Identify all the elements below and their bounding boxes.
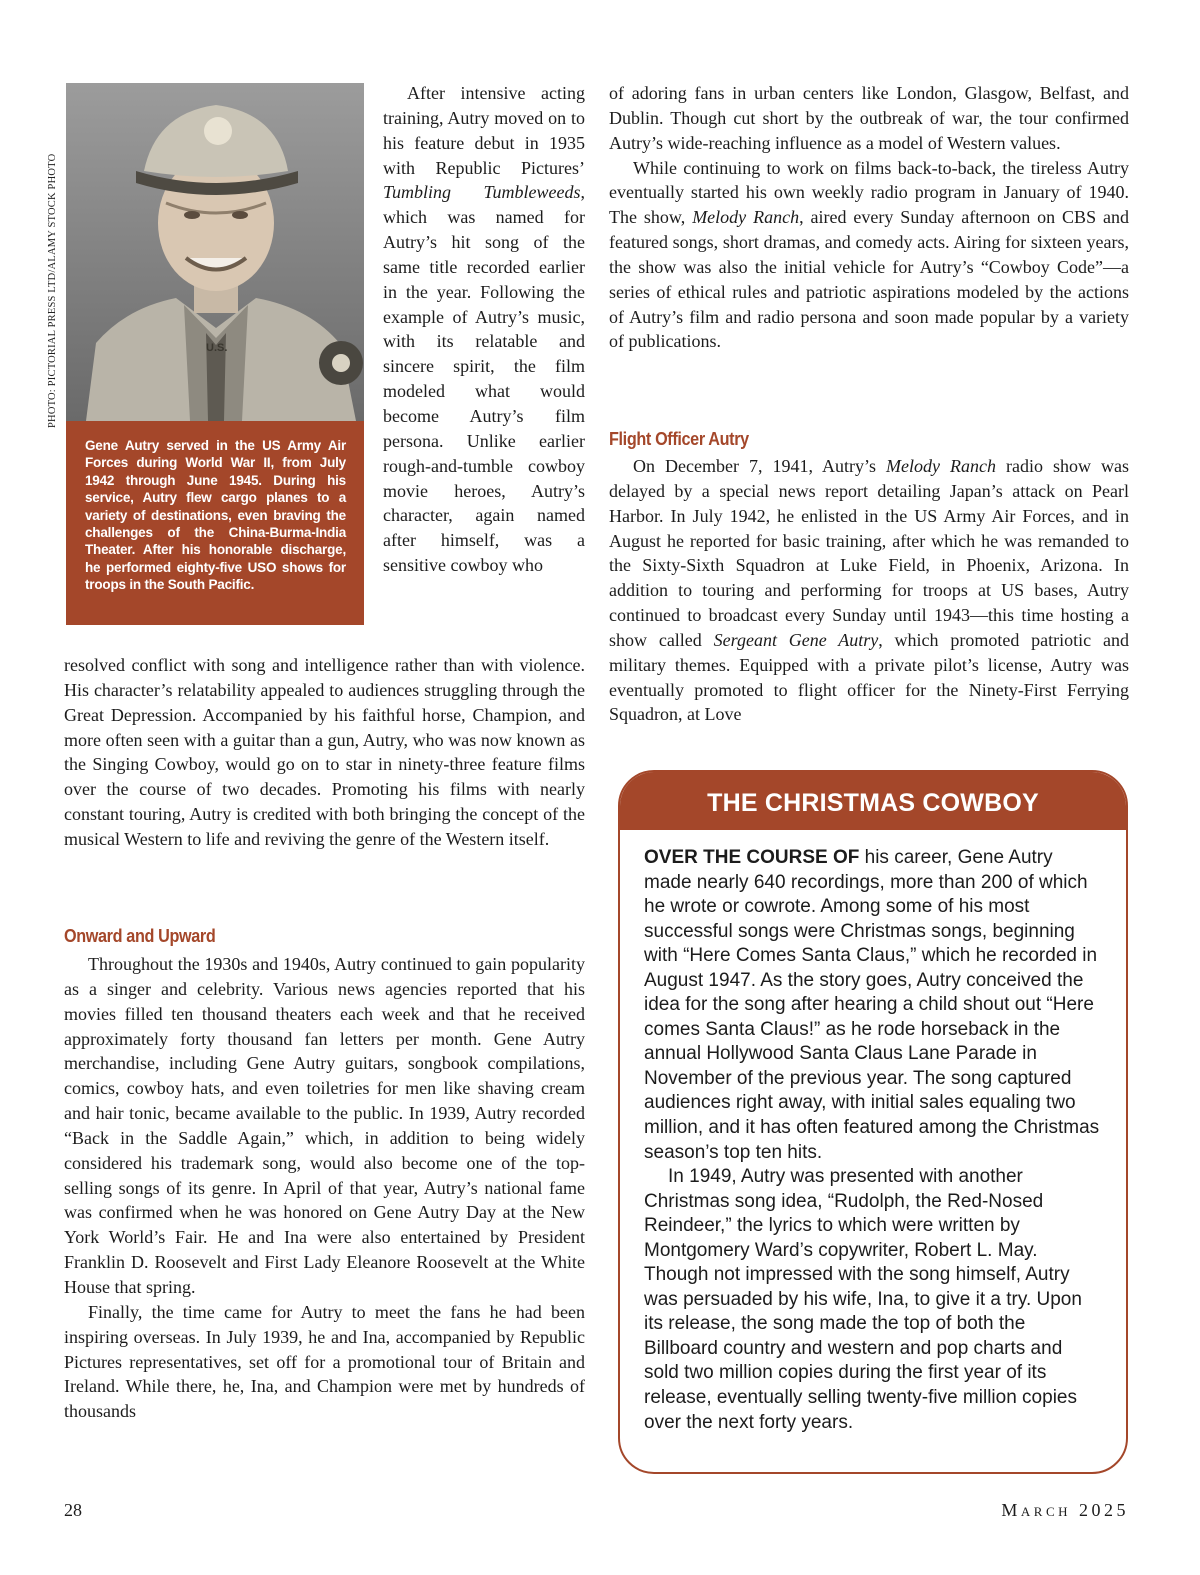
film-title: Tumbling Tumbleweeds — [383, 182, 581, 203]
issue-date: March 2025 — [1001, 1500, 1129, 1520]
article-paragraph: Throughout the 1930s and 1940s, Autry continued to gain popularity as a singer and celebrity. Various news agencies reported that his movies filled ten thousand theaters each week and that he received approximately forty thousand fan letters per month. Gene Autry merchandise, including Gene Autry guitars, songbook compilations, comics, cowboy hats, and even toiletries for men like shaving cream and hair tonic, became available to the public. In 1939, Autry recorded “Back in the Saddle Again,” which, in addition to being widely considered his trademark song, would also become one of the top-selling songs of its genre. In April of that year, Autry’s national fame was confirmed when he was honored on Gene Autry Day at the New York World’s Fair. He and Ina were also entertained by President Franklin D. Roosevelt and First Lady Eleanore Roosevelt at the White House that spring. — [64, 954, 585, 1297]
text-run: , which promoted patriotic and military themes. Equipped with a private pilot’s license, Autry was eventually promoted to flight officer for the Ninety-First Ferrying Squadron, at Love — [609, 629, 1129, 725]
show-title: Melody Ranch — [692, 207, 800, 228]
sidebar-paragraph: In 1949, Autry was presented with another Christmas song idea, “Rudolph, the Red-Nosed Reindeer,” the lyrics to which were written by Montgomery Ward’s copywriter, Robert L. May. Though not impressed with the song himself, Autry was persuaded by his wife, Ina, to give it a try. Upon its release, the song made the top of both the Billboard country and western and pop charts and sold two million copies during the first year of its release, eventually selling twenty-five million copies over the next forty years. — [644, 1166, 1082, 1433]
section-heading-onward: Onward and Upward — [64, 926, 216, 946]
sidebar-title: THE CHRISTMAS COWBOY — [620, 772, 1126, 830]
portrait-illustration — [66, 83, 364, 421]
show-title: Melody Ranch — [886, 456, 996, 476]
portrait-photo — [66, 83, 364, 421]
page-number: 28 — [64, 1500, 82, 1520]
photo-caption: Gene Autry served in the US Army Air Forces during World War II, from July 1942 through June 1945. During his service, Autry flew cargo planes to a variety of destinations, even braving the challenges of the China-Burma-India Theater. After his honorable discharge, he performed eighty-five USO shows for troops in the South Pacific. — [66, 421, 364, 625]
section-heading-flight: Flight Officer Autry — [609, 429, 749, 449]
sidebar-box — [618, 770, 1128, 1474]
sidebar-body — [620, 830, 1126, 1435]
article-paragraph: resolved conflict with song and intelligence rather than with violence. His character’s relatability appealed to audiences struggling through the Great Depression. Accompanied by his faithful horse, Champion, and more often seen with a guitar than a gun, Autry, who was now known as the Singing Cowboy, would go on to star in ninety-three feature films over the course of two decades. Promoting his films with nearly constant touring, Autry is credited with both bringing the concept of the musical Western to life and reviving the genre of the Western itself. — [64, 655, 585, 849]
sidebar-lead-in: OVER THE COURSE OF — [644, 847, 860, 868]
article-paragraph: of adoring fans in urban centers like London, Glasgow, Belfast, and Dublin. Though cut short by the outbreak of war, the tour confirmed Autry’s wide-reaching influence as a model of Western values. — [609, 83, 1129, 153]
text-run: , aired every Sunday afternoon on CBS and featured songs, short dramas, and comedy acts. Airing for sixteen years, the show was also the initial vehicle for Autry’s “Cowboy Code”—a series of ethical rules and patriotic aspirations modeled by the actions of Autry’s film and radio persona and soon made popular by a variety of publications. — [609, 207, 1129, 352]
text-run: radio show was delayed by a special news report detailing Japan’s attack on Pearl Harbor. In July 1942, he enlisted in the US Army Air Forces, and in August he reported for basic training, after which he was remanded to the Sixty-Sixth Squadron at Luke Field, in Phoenix, Arizona. In addition to touring and performing for troops at US bases, Autry continued to broadcast every Sunday until 1943—this time hosting a show called — [609, 456, 1129, 650]
text-run: , which was named for Autry’s hit song of the same title recorded earlier in the year. Following the example of Autry’s music, with its relatable and sincere spirit, the film modeled what would become Autry’s film persona. Unlike earlier rough-and-tumble cowboy movie heroes, Autry’s character, again named after himself, was a sensitive cowboy who — [383, 182, 585, 576]
article-paragraph — [609, 156, 1129, 355]
article-right-column — [609, 81, 1129, 354]
sidebar-paragraph — [644, 846, 1102, 1165]
article-paragraph — [609, 454, 1129, 727]
text-run: After intensive acting training, Autry moved on to his feature debut in 1935 with Republic Pictures’ — [383, 83, 585, 178]
article-paragraph: Finally, the time came for Autry to meet the fans he had been inspiring overseas. In July 1939, he and Ina, accompanied by Republic Pictures representatives, set off for a promotional tour of Britain and Ireland. While there, he, Ina, and Champion were met by hundreds of thousands — [64, 1301, 585, 1422]
article-left-column — [64, 653, 585, 852]
article-right-column-lower — [609, 454, 1129, 727]
text-run: On December 7, 1941, Autry’s — [633, 456, 887, 476]
article-left-column-lower — [64, 952, 585, 1424]
photo-credit: PHOTO: PICTORIAL PRESS LTD/ALAMY STOCK PHOTO — [47, 153, 58, 428]
text-run: his career, Gene Autry made nearly 640 recordings, more than 200 of which he wrote or cowrote. Among some of his most successful songs were Christmas songs, beginning with “Here Comes Santa Claus,” which he recorded in August 1947. As the story goes, Autry conceived the idea for the song after hearing a child shout out “Here comes Santa Claus!” as he rode horseback in the annual Hollywood Santa Claus Lane Parade in November of the previous year. The song captured audiences right away, with initial sales equaling two million, and it has often featured among the Christmas season’s top ten hits. — [644, 847, 1100, 1163]
collar-insignia: U.S. — [206, 342, 228, 354]
article-narrow-column — [383, 81, 585, 578]
text-run: While continuing to work on films back-to-back, the tireless Autry eventually started his own weekly radio program in January of 1940. The show, — [609, 157, 1129, 228]
show-title: Sergeant Gene Autry — [713, 629, 879, 650]
article-paragraph — [383, 81, 585, 578]
